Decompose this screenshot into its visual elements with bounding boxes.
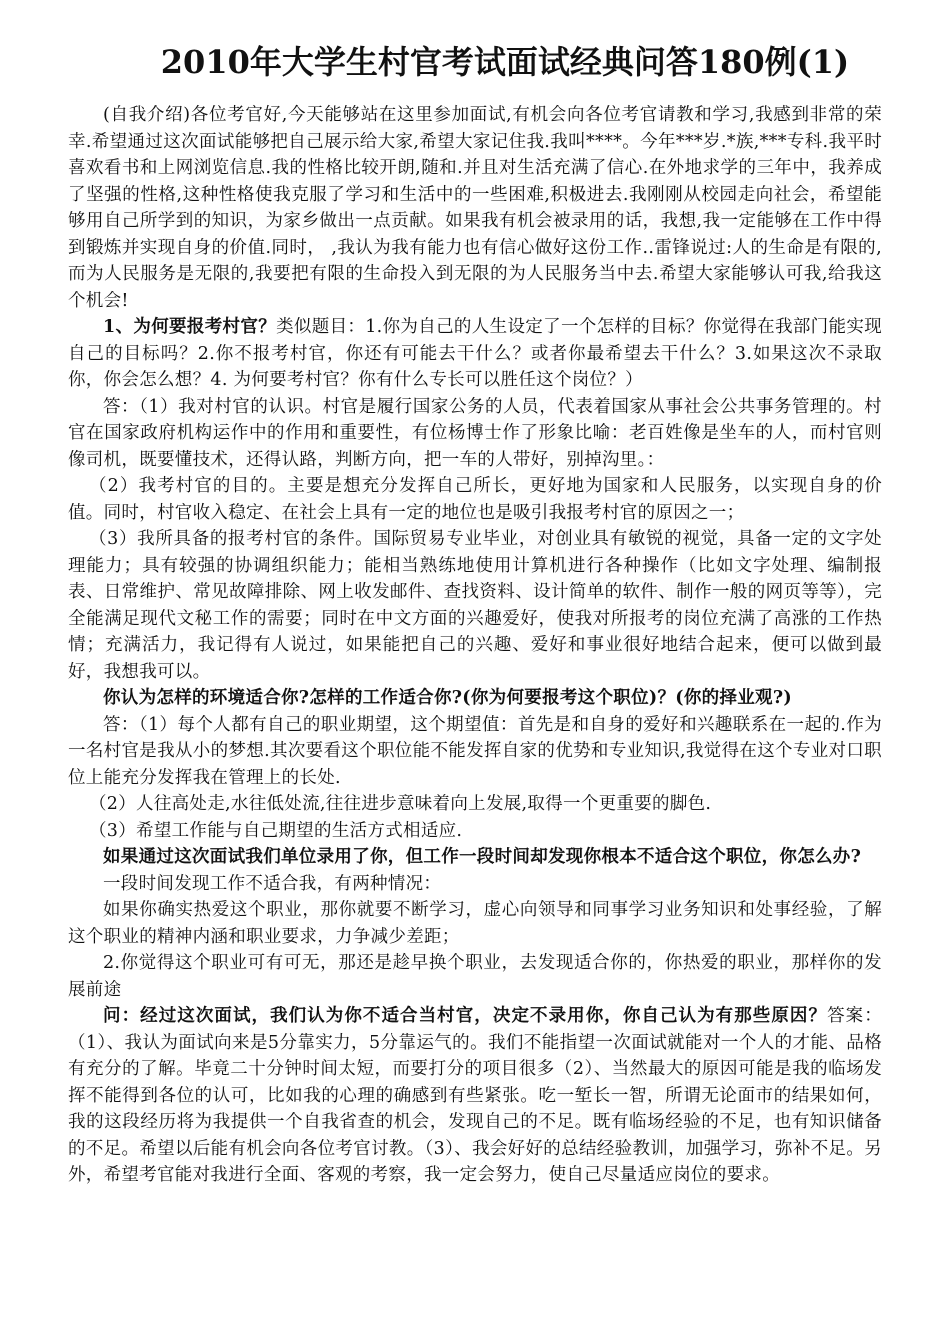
paragraph-heading: 问：经过这次面试，我们认为你不适合当村官，决定不录用你，你自己认为有那些原因？	[103, 1006, 828, 1026]
paragraph-text: 答：（1）每个人都有自己的职业期望，这个期望值：首先是和自身的爱好和兴趣联系在一起的.作为一名村官是我从小的梦想.其次要看这个职位能不能发挥自家的优势和专业知识,我觉得在这个专业对口职位上能充分发挥我在管理上的长处.	[68, 714, 882, 788]
paragraph-heading: 1、为何要报考村官？	[103, 317, 277, 337]
paragraph	[68, 1003, 882, 1189]
paragraph	[68, 473, 882, 526]
paragraph-text: 一段时间发现工作不适合我，有两种情况：	[103, 873, 442, 894]
paragraph	[68, 950, 882, 1003]
paragraph	[68, 685, 882, 712]
paragraph	[68, 897, 882, 950]
paragraph-text: 如果你确实热爱这个职业，那你就要不断学习，虚心向领导和同事学习业务知识和处事经验，了解这个职业的精神内涵和职业要求，力争减少差距；	[68, 900, 882, 947]
paragraph-text: 答案：（1）、我认为面试向来是5分靠实力，5分靠运气的。我们不能指望一次面试就能对一个人的才能、品格有充分的了解。毕竟二十分钟时间太短，而要打分的项目很多（2）、当然最大的原因可能是我的临场发挥不能得到各位的认可，比如我的心理的确感到有些紧张。吃一堑长一智，所谓无论面市的结果如何，我的这段经历将为我提供一个自我省查的机会，发现自己的不足。既有临场经验的不足，也有知识储备的不足。希望以后能有机会向各位考官讨教。（3）、我会好好的总结经验教训，加强学习，弥补不足。另外，希望考官能对我进行全面、客观的考察，我一定会努力，使自己尽量适应岗位的要求。	[68, 1006, 882, 1185]
paragraph	[68, 712, 882, 792]
paragraph	[68, 526, 882, 685]
paragraph	[68, 818, 882, 845]
paragraph-text: 2.你觉得这个职业可有可无，那还是趁早换个职业，去发现适合你的，你热爱的职业，那样你的发展前途	[68, 953, 882, 1000]
document-title: 2010年大学生村官考试面试经典问答180例(1)	[160, 43, 850, 81]
paragraph-text: (自我介绍)各位考官好,今天能够站在这里参加面试,有机会向各位考官请教和学习,我感到非常的荣幸.希望通过这次面试能够把自己展示给大家,希望大家记住我.我叫****。今年***岁.*族,***专科.我平时喜欢看书和上网浏览信息.我的性格比较开朗,随和.并且对生活充满了信心.在外地求学的三年中，我养成了坚强的性格,这种性格使我克服了学习和生活中的一些困难,积极进去.我刚刚从校园走向社会，希望能够用自己所学到的知识，为家乡做出一点贡献。如果我有机会被录用的话，我想,我一定能够在工作中得到锻炼并实现自身的价值.同时， ,我认为我有能力也有信心做好这份工作..雷锋说过:人的生命是有限的,而为人民服务是无限的,我要把有限的生命投入到无限的为人民服务当中去.希望大家能够认可我,给我这个机会!	[68, 105, 882, 311]
paragraph-heading: 如果通过这次面试我们单位录用了你，但工作一段时间却发现你根本不适合这个职位，你怎么办?	[103, 847, 862, 867]
paragraph-text: 类似题目：1.你为自己的人生设定了一个怎样的目标？你觉得在我部门能实现自己的目标吗？2.你不报考村官，你还有可能去干什么？或者你最希望去干什么？3.如果这次不录取你，你会怎么想？4. 为何要考村官？你有什么专长可以胜任这个岗位？）	[68, 317, 882, 390]
paragraph	[68, 871, 882, 898]
paragraph-text: （3）希望工作能与自己期望的生活方式相适应.	[89, 820, 463, 841]
paragraph	[68, 314, 882, 394]
document-body	[68, 102, 882, 1189]
paragraph	[68, 844, 882, 871]
paragraph-text: 答：（1）我对村官的认识。村官是履行国家公务的人员，代表着国家从事社会公共事务管理的。村官在国家政府机构运作中的作用和重要性，有位杨博士作了形象比喻：老百姓像是坐车的人，而村官则像司机，既要懂技术，还得认路，判断方向，把一车的人带好，别掉沟里。：	[68, 396, 882, 470]
paragraph-text: （3）我所具备的报考村官的条件。国际贸易专业毕业，对创业具有敏锐的视觉，具备一定的文字处理能力；具有较强的协调组织能力；能相当熟练地使用计算机进行各种操作（比如文字处理、编制报表、日常维护、常见故障排除、网上收发邮件、查找资料、设计简单的软件、制作一般的网页等等），完全能满足现代文秘工作的需要；同时在中文方面的兴趣爱好，使我对所报考的岗位充满了高涨的工作热情；充满活力，我记得有人说过，如果能把自己的兴趣、爱好和事业很好地结合起来，便可以做到最好，我想我可以。	[68, 529, 882, 682]
paragraph	[68, 394, 882, 474]
paragraph	[68, 102, 882, 314]
paragraph	[68, 791, 882, 818]
paragraph-heading: 你认为怎样的环境适合你?怎样的工作适合你?(你为何要报考这个职位)？(你的择业观?)	[103, 688, 792, 708]
paragraph-text: （2）人往高处走,水往低处流,往往进步意味着向上发展,取得一个更重要的脚色.	[89, 794, 712, 814]
paragraph-text: （2）我考村官的目的。主要是想充分发挥自己所长，更好地为国家和人民服务，以实现自身的价值。同时，村官收入稳定、在社会上具有一定的地位也是吸引我报考村官的原因之一；	[68, 476, 882, 523]
